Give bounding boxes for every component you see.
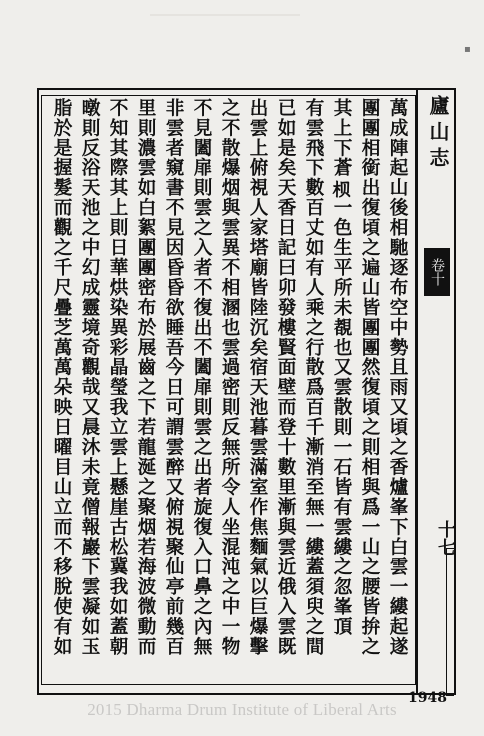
text-column: 之不散爆烟與雲異不相溷也雲過密則反無所令人坐混沌之中一物: [219, 98, 240, 657]
page-number: 1948: [408, 690, 447, 706]
text-column: 非雲者窺書不見因昏昏欲睡吾今日可謂雲醉又俯視聚仙亭前幾百: [163, 98, 184, 657]
corner-dot: ▪: [464, 44, 471, 55]
text-column: 暾則反浴天池之中幻成靈境奇觀哉又晨沐未竟僧報巖下雲凝如玉: [79, 98, 100, 657]
text-column: 有雲飛下數百丈如有人乘之行散爲百千漸消至無一縷蓋須臾之間: [303, 98, 324, 657]
text-column: 其上下蒼𪱷一色生平所未覩也又雲散則一石皆有雲縷之忽峯頂: [331, 98, 352, 637]
text-column: 脂於是握髮而觀之千尺疊芝萬萬朵映日曜目山立而不移脫使有如: [51, 98, 72, 657]
text-column: 團團相銜出復頃之遍山皆團團然復頃之則相與爲一山之腰皆拚之: [359, 98, 380, 657]
text-column: 已如是矣天香日記曰卯發樓賢面壁而登十數里漸與雲近俄入雲既: [275, 98, 296, 657]
watermark-footer: 2015 Dharma Drum Institute of Liberal Arts: [87, 700, 397, 719]
volume-label: 卷十: [424, 248, 450, 296]
text-column: 里則濃雲如白絮團團密布於展齒之下若龍涎之聚烟若海波微動而: [135, 98, 156, 657]
text-column: 出雲上俯視人家塔廟皆陸沉矣宿天池暮雲滿室作焦麵氣以巨爆擊: [247, 98, 268, 657]
text-column: 不見闔扉則雲之入者不復出不闔扉則雲之出者旋復入口鼻之內無: [191, 98, 212, 657]
book-title: 廬山志: [426, 95, 450, 173]
page-edge-mark: [150, 14, 300, 16]
text-column: 萬成陣起山後相馳逐布空中勢且雨又頃之香爐峯下白雲一縷起遂: [387, 98, 408, 657]
text-column: 不知其際其上則日華烘染異彩晶瑩我立雲上懸崖古松冀我如蓋朝: [107, 98, 128, 657]
margin-bracket: [446, 548, 454, 696]
leaf-number: 十七: [435, 520, 456, 556]
